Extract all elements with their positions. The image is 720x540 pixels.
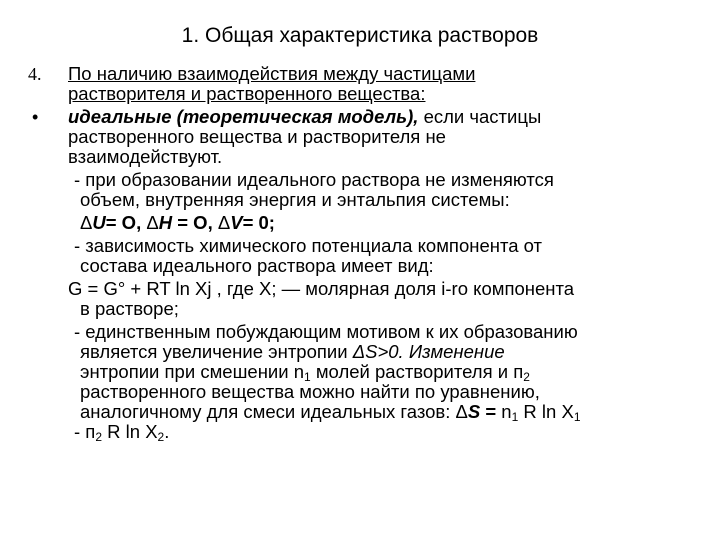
text-fragment: молей растворителя и п — [310, 361, 524, 382]
para-1-line-1: - при образовании идеального раствора не изменяются — [74, 169, 554, 190]
item-4-line-1: По наличию взаимодействия между частицами — [68, 63, 476, 84]
item-number: 4. — [28, 64, 42, 84]
numbered-item-4 — [22, 64, 702, 104]
subscript: 1 — [511, 410, 519, 424]
paragraph-volume-energy — [22, 170, 702, 210]
subscript: 1 — [573, 410, 581, 424]
subscript: 2 — [157, 430, 165, 444]
text-fragment: R ln X — [518, 401, 574, 422]
para-2-line-2: состава идеального раствора имеет вид: — [80, 255, 434, 276]
formula-eq-2: = О, — [172, 212, 218, 233]
slide-body — [22, 64, 702, 445]
para-1-line-2: объем, внутренняя энергия и энтальпия системы: — [80, 189, 510, 210]
formula-eq-1: = О, — [105, 212, 147, 233]
delta-symbol: Δ — [146, 212, 159, 233]
formula-line — [80, 213, 702, 233]
formula-eq-3: = 0; — [242, 212, 275, 233]
text-fragment: . — [164, 421, 170, 442]
text-fragment: является увеличение энтропии — [80, 341, 353, 362]
delta-symbol: Δ — [80, 212, 93, 233]
para-4-line-3 — [80, 362, 702, 382]
formula-gibbs — [22, 279, 702, 319]
bullet-line-2: растворенного вещества и растворителя не — [68, 126, 446, 147]
text-fragment: энтропии при смешении n — [80, 361, 305, 382]
para-4-line-4: растворенного вещества можно найти по уравнению, — [80, 381, 540, 402]
equals-sign: = — [480, 401, 502, 422]
formula-delta-zero — [22, 213, 702, 233]
para-4-line-1: - единственным побуждающим мотивом к их образованию — [74, 321, 578, 342]
paragraph-chemical-potential — [22, 236, 702, 276]
para-2-line-1: - зависимость химического потенциала компонента от — [74, 235, 543, 256]
delta-symbol: Δ — [217, 212, 231, 233]
bullet-icon: • — [32, 107, 39, 127]
item-4-line-2: растворителя и растворенного вещества: — [68, 83, 426, 104]
text-fragment: R ln X — [102, 421, 158, 442]
para-4-line-2 — [80, 342, 702, 362]
bullet-item-ideal — [22, 107, 702, 167]
text-fragment: аналогичному для смеси идеальных газов: Δ — [80, 401, 468, 422]
text-fragment: Изменение — [403, 341, 505, 362]
var-h: H — [158, 212, 173, 233]
bullet-term: идеальные (теоретическая модель), — [68, 106, 419, 127]
var-u: U — [92, 212, 106, 233]
para-4-line-6 — [74, 422, 702, 442]
slide-title: 1. Общая характеристика растворов — [181, 24, 539, 47]
entropy-expression: ΔS>0. — [352, 341, 404, 362]
para-3-line-1: G = G° + RT ln Xj , где X; — молярная доля i-ro компонента — [68, 278, 575, 299]
para-3-line-2: в растворе; — [80, 298, 179, 319]
subscript: 1 — [304, 370, 311, 384]
text-fragment: - п — [74, 421, 96, 442]
subscript: 2 — [523, 370, 530, 384]
var-v: V — [230, 212, 243, 233]
var-s: S — [467, 401, 481, 422]
bullet-line-3: взаимодействуют. — [68, 146, 223, 167]
text-fragment: n — [501, 401, 512, 422]
bullet-line-1 — [68, 107, 702, 127]
para-4-line-5 — [80, 402, 702, 422]
paragraph-entropy — [22, 322, 702, 442]
subscript: 2 — [95, 430, 103, 444]
bullet-line-1-rest: если частицы — [418, 106, 542, 127]
